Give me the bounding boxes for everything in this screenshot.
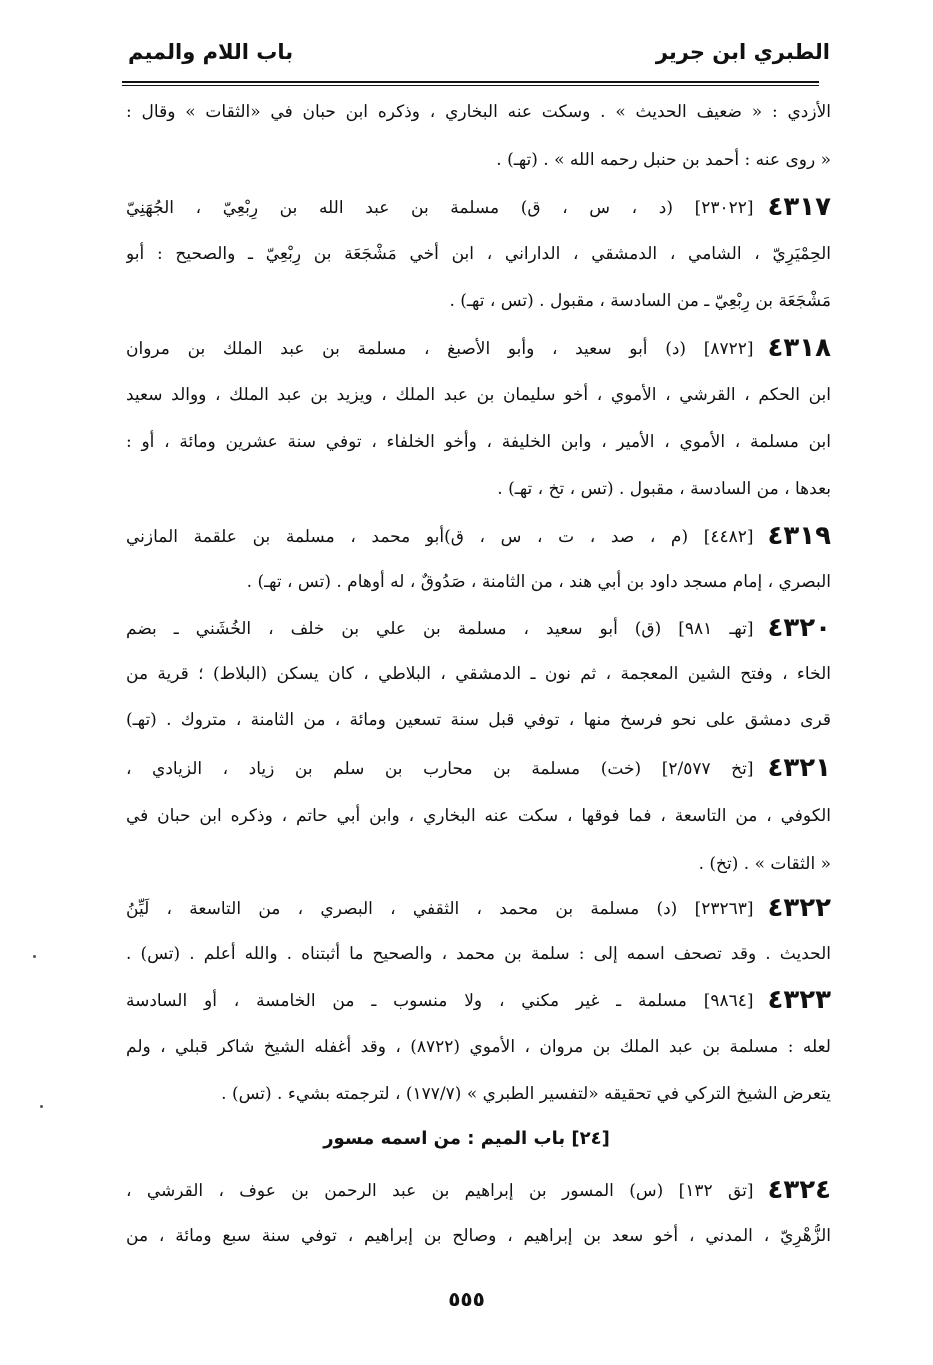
scan-speck	[40, 1105, 43, 1108]
entry-text: [٢٣٢٦٣] (د) مسلمة بن محمد ، الثقفي ، البصري ، من التاسعة ، لَيِّنُ	[126, 899, 754, 919]
text-line: الزُّهْرِيّ ، المدني ، أخو سعد بن إبراهيم ، وصالح بن إبراهيم ، توفي سنة سبع ومائة ، من	[126, 1226, 831, 1246]
header-rule	[122, 81, 819, 83]
entry-text: [تق ١٣٢] (س) المسور بن إبراهيم بن عبد الرحمن بن عوف ، القرشي ،	[126, 1181, 754, 1201]
scan-speck	[33, 955, 36, 958]
entry-text: [تخ ٢/٥٧٧] (خت) مسلمة بن محارب بن سلم بن زياد ، الزيادي ،	[126, 759, 754, 779]
entry-line	[126, 988, 831, 1013]
entry-line	[126, 756, 831, 781]
entry-number: ٤٣٢٤	[767, 1178, 831, 1203]
text-line: يتعرض الشيخ التركي في تحقيقه «لتفسير الطبري » (١٧٧/٧) ، لترجمته بشيء . (تس) .	[221, 1084, 831, 1104]
entry-line	[126, 524, 831, 549]
header-rule-thin	[122, 85, 819, 86]
text-line: « الثقات » . (تخ) .	[698, 854, 831, 874]
entry-number: ٤٣١٩	[767, 524, 831, 549]
text-line: الحِمْيَرِيّ ، الشامي ، الدمشقي ، الداراني ، ابن أخي مَشْجَعَة بن رِبْعِيّ ـ والصحيح : أبو	[126, 244, 831, 264]
entry-number: ٤٣٢٠	[767, 616, 831, 641]
entry-text: [٩٨٦٤] مسلمة ـ غير مكني ، ولا منسوب ـ من الخامسة ، أو السادسة	[126, 991, 754, 1011]
entry-line	[126, 195, 831, 220]
text-line: الخاء ، وفتح الشين المعجمة ، ثم نون ـ الدمشقي ، البلاطي ، كان يسكن (البلاط) ؛ قرية من	[126, 664, 831, 684]
text-line: الكوفي ، من التاسعة ، فما فوقها ، سكت عنه البخاري ، وابن أبي حاتم ، وذكره ابن حبان في	[126, 806, 831, 826]
running-head-chapter: باب اللام والميم	[128, 40, 294, 64]
entry-number: ٤٣١٧	[767, 195, 831, 220]
text-line: لعله : مسلمة بن عبد الملك بن مروان ، الأموي (٨٧٢٢) ، وقد أغفله الشيخ شاكر قبلي ، ولم	[126, 1037, 831, 1057]
text-line: مَشْجَعَة بن رِبْعِيّ ـ من السادسة ، مقبول . (تس ، تهـ) .	[449, 291, 831, 311]
entry-number: ٤٣٢٣	[767, 988, 831, 1013]
text-line: بعدها ، من السادسة ، مقبول . (تس ، تخ ، تهـ) .	[497, 479, 831, 499]
entry-text: [تهـ ٩٨١] (ق) أبو سعيد ، مسلمة بن علي بن خلف ، الخُشَني ـ بضم	[126, 619, 754, 639]
text-line: الأزدي : « ضعيف الحديث » . وسكت عنه البخاري ، وذكره ابن حبان في «الثقات » وقال :	[126, 102, 831, 122]
entry-number: ٤٣٢١	[767, 756, 831, 781]
entry-line	[126, 1178, 831, 1203]
entry-line	[126, 896, 831, 921]
entry-text: [٤٤٨٢] (م ، صد ، ت ، س ، ق)أبو محمد ، مسلمة بن علقمة المازني	[126, 527, 754, 547]
entry-text: [٨٧٢٢] (د) أبو سعيد ، وأبو الأصبغ ، مسلمة بن عبد الملك بن مروان	[126, 339, 754, 359]
running-head-title: الطبري ابن جرير	[655, 40, 830, 64]
text-line: ابن مسلمة ، الأموي ، الأمير ، وابن الخليفة ، وأخو الخلفاء ، توفي سنة عشرين ومائة ، أو :	[126, 432, 831, 452]
entry-line	[126, 616, 831, 641]
text-line: البصري ، إمام مسجد داود بن أبي هند ، من الثامنة ، صَدُوقٌ ، له أوهام . (تس ، تهـ) .	[246, 572, 831, 592]
text-line: الحديث . وقد تصحف اسمه إلى : سلمة بن محمد ، والصحيح ما أثبتناه . والله أعلم . (تس) .	[126, 944, 831, 964]
entry-number: ٤٣١٨	[767, 336, 831, 361]
page-number: ٥٥٥	[448, 1287, 485, 1311]
text-line: قرى دمشق على نحو فرسخ منها ، توفي قبل سنة تسعين ومائة ، من الثامنة ، متروك . (تهـ)	[126, 710, 831, 730]
text-line: « روى عنه : أحمد بن حنبل رحمه الله » . (تهـ) .	[496, 150, 831, 170]
section-title: [٢٤] باب الميم : من اسمه مسور	[323, 1128, 610, 1149]
entry-number: ٤٣٢٢	[767, 896, 831, 921]
entry-text: [٢٣٠٢٢] (د ، س ، ق) مسلمة بن عبد الله بن رِبْعِيّ ، الجُهَنِيّ	[126, 198, 754, 218]
text-line: ابن الحكم ، القرشي ، الأموي ، أخو سليمان بن عبد الملك ، ويزيد بن عبد الملك ، ووالد سعيد	[126, 385, 831, 405]
entry-line	[126, 336, 831, 361]
